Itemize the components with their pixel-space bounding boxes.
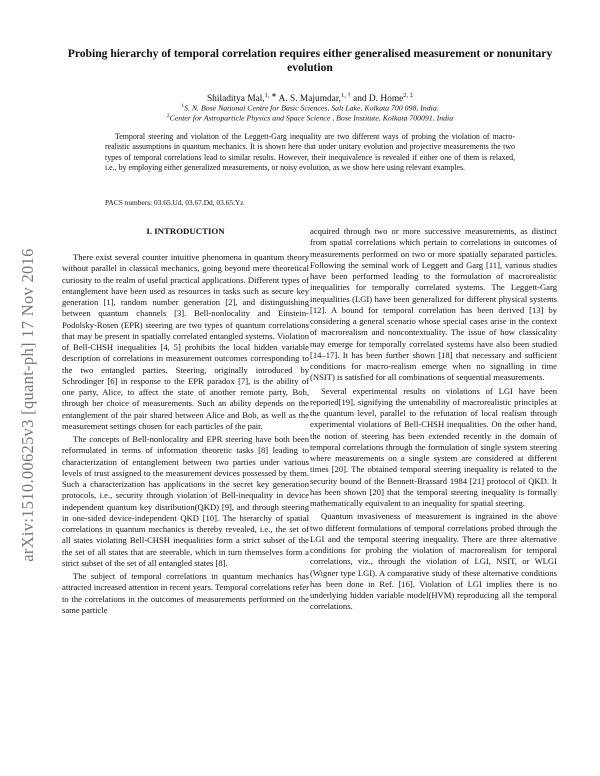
paragraph: Quantum invasiveness of measurement is ingrained in the above two different formulations of temporal correlations probed through the LGI and the temporal steering inequality. There are three alternative conditions for probing the violation of macrorealism for temporal correlations, viz., through the violation of LGI, NSIT, or WLGI (Wigner type LGI). A comparative study of these alternative conditions has been done in Ref. [16]. Violation of LGI implies there is no underlying hidden variable model(HVM) reproducing all the temporal correlations. (310, 511, 557, 612)
affiliation-1 (55, 103, 565, 113)
affiliation-mark: 2 (166, 113, 170, 119)
paragraph: Several experimental results on violations of LGI have been reported[19], signifying the untenability of macrorealistic principles at the quantum level, parallel to the refutation of local realism through experimental violations of Bell-CHSH inequalities. On the other hand, the notion of steering has been extended recently in the domain of temporal correlations through the formulation of single system steering where measurements on a single system are considered at different times [20]. The obtained temporal steering inequality is related to the security bound of the Bennett-Brassard 1984 [21] protocol of QKD. It has been shown [20] that the temporal steering inequality is formally mathematically equivalent to an inequality for spatial steering. (310, 385, 557, 508)
author: and D. Home (353, 94, 404, 105)
author-mark: 1, † (340, 92, 351, 99)
pacs-numbers: PACS numbers: 03.65.Ud, 03.67.Dd, 03.65.Yz (105, 198, 244, 207)
author-mark: 2, ‡ (403, 92, 414, 99)
affiliation-text: Center for Astroparticle Physics and Space Science , Bose Institute, Kolkata 700091, India (169, 113, 454, 123)
arxiv-id: arXiv:1510.00625v3 [quant-ph] 17 Nov 2016 (18, 248, 37, 562)
section-heading: I. INTRODUCTION (146, 226, 225, 236)
paragraph: acquired through two or more successive measurements, as distinct from spatial correlations which pertain to correlations in outcomes of measurements performed on two or more spatially separated particles. Following the seminal work of Leggett and Garg [11], various studies have been performed leading to the formulation of macrorealistic inequalities for temporally correlated systems. The Leggett-Garg inequalities (LGI) have been generalized for different physical systems [12]. A bound for temporal correlation has been derived [13] by considering a general scenario whose special cases arise in the context of macrorealism and noncontextuality. The issue of how classicality may emerge for temporally correlated systems have also been studied [14–17]. It has been further shown [18] that necessary and sufficient conditions for macro-realism emerge when no signalling in time (NSIT) is satisfied for all combinations of sequential measurements. (310, 226, 557, 383)
left-column (62, 252, 309, 618)
paper-title: Probing hierarchy of temporal correlation requires either generalised measurement or nonunitary evolution (67, 47, 553, 74)
affiliation-mark: 1 (181, 103, 185, 109)
author: A. S. Majumdar, (278, 94, 341, 105)
paragraph: The subject of temporal correlations in quantum mechanics has attracted increased attention in recent years. Temporal correlations refer to the correlations in the outcomes of measurements performed on the same particle (62, 571, 309, 615)
abstract: Temporal steering and violation of the Leggett-Garg inequality are two different ways of probing the violation of macro-realistic assumptions in quantum mechanics. It is shown here that under unitary evolution and projective measurements the two types of temporal correlations lead to similar results. However, their inequivalence is revealed if either one of them is relaxed, i.e., by employing either generalized measurements, or noisy evolution, as we show here using relevant examples. (105, 132, 515, 172)
arxiv-sidebar-stamp (14, 205, 42, 605)
paragraph: There exist several counter intuitive phenomena in quantum theory without parallel in classical mechanics, going beyond mere theoretical curiosity to the realm of useful practical applications. Different types of entanglement have been used as resources in tasks such as secure key generation [1], random number generation [2], and distinguishing between quantum channels [3]. Bell-nonlocality and Einstein-Podolsky-Rosen (EPR) steering are two types of quantum correlations that may be present in spatially correlated entangled systems. Violation of Bell-CHSH inequalities [4, 5] prohibits the local hidden variable description of correlations in measurement outcomes corresponding to the two entangled parties. Steering, originally introduced by Schrodinger [6] in response to the EPR paradox [7], is the ability of one party, Alice, to affect the state of another remote party, Bob, through her choice of measurements. Such an ability depends on the entanglement of the pair shared between Alice and Bob, as well as the measurement settings chosen for each particles of the pair. (62, 252, 309, 431)
author-mark: 1, ∗ (264, 92, 277, 99)
author: Shiladitya Mal, (206, 94, 265, 105)
paragraph: The concepts of Bell-nonlocality and EPR steering have both been reformulated in terms of information theoretic tasks [8] leading to characterization of entanglement between two parties under various levels of trust assigned to the measurement devices possessed by them. Such a characterization has applications in the secret key generation protocols, i.e., security through violation of Bell-inequality in device independent quantum key distribution(QKD) [9], and through steering in one-sided device-independent QKD [10]. The hierarchy of spatial correlations in quantum mechanics is thereby revealed, i.e., the set of all states violating Bell-CHSH inequalities form a strict subset of the the set of all states that are steerable, which in turn themselves form a strict subset of the set of all entangled states [8]. (62, 434, 309, 568)
affiliation-2 (55, 113, 565, 123)
affiliation-text: S. N. Bose National Centre for Basic Sciences, Salt Lake, Kolkata 700 098, India. (184, 103, 439, 113)
right-column (310, 226, 557, 615)
